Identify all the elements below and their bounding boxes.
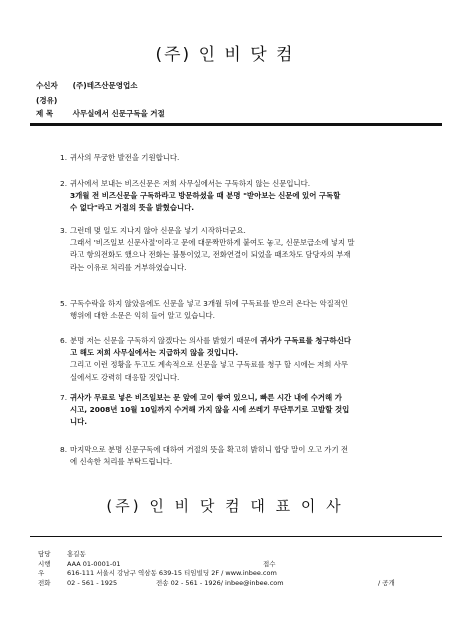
paragraph-line: 행위에 대한 소문은 익히 들어 알고 있습니다. — [70, 311, 215, 321]
paragraph-line: 라고 항의전화도 했으나 전화는 불통이었고, 전화연결이 되었을 때조차도 담당자의 부재 — [70, 250, 351, 260]
footer-label: 우 — [38, 569, 45, 578]
paragraph — [60, 335, 418, 384]
company-title: (주) 인 비 닷 컴 — [155, 45, 295, 65]
via-row — [36, 95, 70, 106]
footer-row — [38, 569, 438, 579]
paragraph-line: 귀사의 무궁한 발전을 기원합니다. — [70, 153, 180, 162]
paragraph — [60, 178, 418, 215]
text-span: 귀사가 구독료를 청구하신다 — [260, 336, 351, 345]
paragraph-line: 3개월 전 비즈신문을 구독하라고 방문하셨을 때 분명 "받아보는 신문에 있어 구독할 — [70, 191, 341, 201]
paragraph-line: 구독수락을 하지 않았음에도 신문을 넣고 3개월 뒤에 구독료를 받으러 온다는 악질적인 — [70, 299, 349, 308]
paragraph — [60, 392, 418, 429]
subject-label: 제 목 — [36, 109, 54, 118]
footer-label: 전화 — [38, 578, 51, 587]
footer-divider — [30, 536, 442, 537]
subject-row — [36, 108, 165, 119]
paragraph-number: 2. — [60, 179, 68, 188]
paragraph-number: 6. — [60, 336, 68, 345]
paragraph-line: 그리고 이런 정황을 두고도 계속적으로 신문을 넣고 구독료를 청구 할 시에는 저희 사무 — [70, 360, 349, 370]
paragraph-number: 8. — [60, 445, 68, 454]
paragraph-line: 니다. — [70, 417, 88, 427]
paragraph-number: 5. — [60, 299, 68, 308]
footer — [38, 550, 438, 588]
footer-extra: 접수 — [263, 559, 276, 568]
footer-label: 시행 — [38, 559, 51, 568]
footer-value: 616-111 서울시 강남구 역삼동 639-15 티임빌딩 2F / www.inbee.com — [67, 569, 277, 578]
paragraph-line: 귀사에서 보내는 비즈신문은 저희 사무실에서는 구독하지 않는 신문입니다. — [70, 179, 311, 188]
footer-extra: 전송 02 - 561 - 1926/ inbee@inbee.com — [156, 578, 284, 587]
footer-label: 담당 — [38, 550, 51, 558]
text-span: 분명 저는 신문을 구독하지 않겠다는 의사를 밝혔기 때문에 — [70, 336, 261, 345]
footer-row — [38, 550, 438, 560]
paragraph-line: 그래서 '비즈일보 신문사절'이라고 문에 대문짝만하게 붙여도 놓고, 신문보급소에 넣지 말 — [70, 238, 355, 248]
paragraph-line: 실에서도 강력히 대응할 것입니다. — [70, 372, 180, 382]
footer-value: 02 - 561 - 1925 — [67, 578, 118, 587]
recipient-value: (주)테즈산문영업소 — [72, 81, 138, 90]
paragraph-number: 7. — [60, 393, 68, 402]
paragraph — [60, 225, 418, 274]
paragraph-line: 라는 이유로 처리를 거부하였습니다. — [70, 262, 187, 272]
paragraph-line: 수 없다"라고 거절의 뜻을 밝혔습니다. — [70, 203, 195, 213]
paragraph-number: 3. — [60, 226, 68, 235]
footer-row — [38, 560, 438, 570]
footer-extra: / 공개 — [378, 578, 395, 587]
header-divider — [30, 123, 442, 126]
footer-value: 홍길동 — [67, 550, 86, 558]
signature: (주) 인 비 닷 컴 대 표 이 사 — [106, 497, 344, 515]
subject-value: 사무실에서 신문구독을 거절 — [72, 109, 165, 118]
paragraph-line: 에 신속한 처리를 부탁드립니다. — [70, 457, 173, 467]
paragraph-line: 마지막으로 분명 신문구독에 대하여 거절의 뜻을 확고히 밝히니 합당 말이 오고 가기 전 — [70, 445, 349, 454]
footer-value: AAA 01-0001-01 — [67, 559, 121, 568]
paragraph — [60, 152, 418, 164]
paragraph-line: 시고, 2008년 10월 10일까지 수거해 가지 않을 시에 쓰레기 무단투기로 고발할 것입 — [70, 405, 350, 415]
paragraph-line — [60, 335, 418, 347]
paragraph-line: 귀사가 무료로 넣은 비즈일보는 문 앞에 고이 쌓여 있으니, 빠른 시간 내에 수거해 가 — [70, 393, 342, 402]
paragraph-line: 고 해도 저희 사무실에서는 지급하지 않을 것입니다. — [70, 348, 239, 358]
footer-row — [38, 579, 438, 589]
paragraph — [60, 298, 418, 322]
paragraph-number: 1. — [60, 153, 68, 162]
paragraph-line: 그런데 몇 일도 지나지 않아 신문을 넣기 시작하더군요. — [70, 226, 246, 235]
via-label: (경유) — [36, 96, 58, 105]
paragraph — [60, 444, 418, 468]
recipient-label: 수신자 — [36, 81, 58, 90]
recipient-row — [36, 80, 137, 91]
